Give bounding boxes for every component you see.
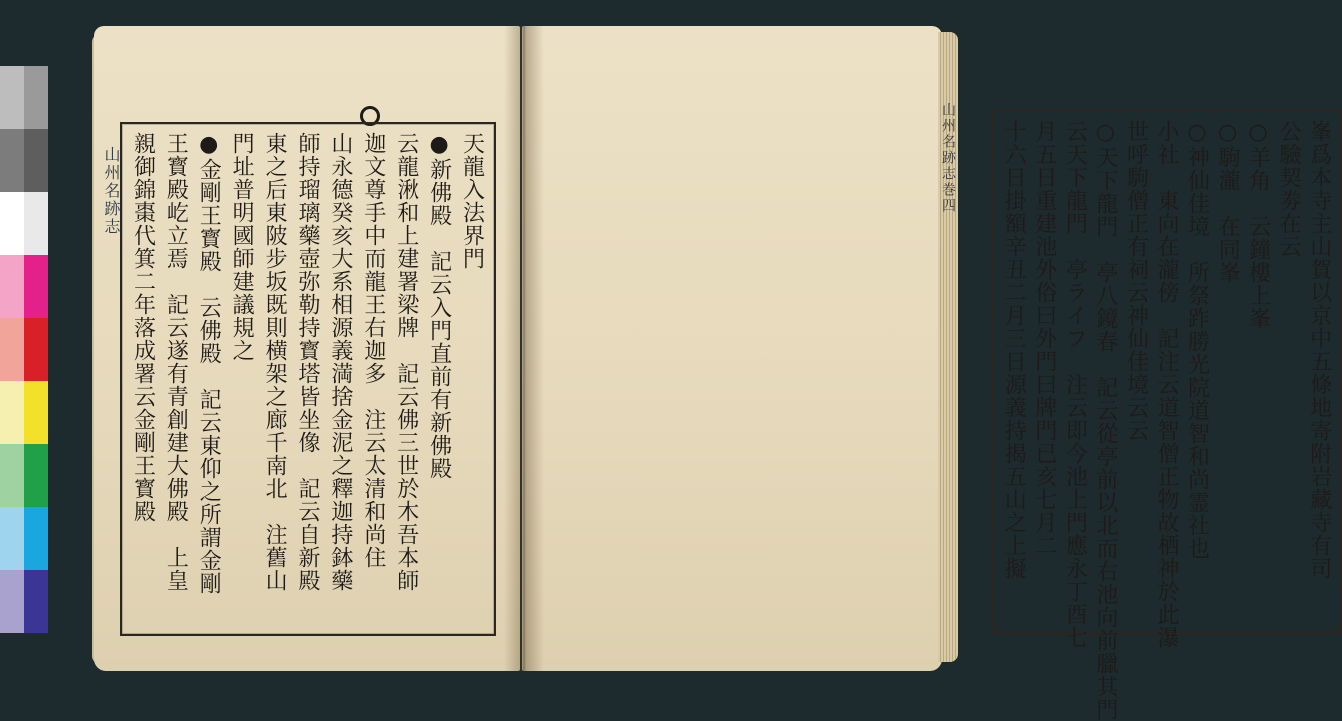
- text-column: 師持瑠璃藥壺弥勒持寳塔皆坐像 記云自新殿: [295, 132, 320, 592]
- text-column: 世呼駒僧正有祠云神仙佳境云云: [1123, 120, 1149, 442]
- calibration-patch: [24, 255, 48, 318]
- calibration-patch: [0, 129, 24, 192]
- book-gutter: [504, 26, 544, 671]
- calibration-patch: [24, 507, 48, 570]
- calibration-patch: [0, 570, 24, 633]
- text-column: 云龍湫和上建署梁牌 記云佛三世於木吾本師: [393, 132, 419, 592]
- left-page: [94, 26, 520, 671]
- text-column: ●新佛殿 記云入門直前有新佛殿: [426, 132, 452, 480]
- calibration-patch: [24, 444, 48, 507]
- color-calibration-strip: [0, 66, 48, 632]
- text-column: 云天下龍門 亭ライフ 注云即今池上門應永丁酉七: [1062, 120, 1088, 649]
- calibration-patch: [0, 381, 24, 444]
- text-column: 山永德癸亥大系相源義満捨金泥之釋迦持鉢藥: [327, 132, 353, 592]
- calibration-patch: [24, 570, 48, 633]
- calibration-patch: [24, 192, 48, 255]
- text-column: ●金剛王寳殿 云佛殿 記云東仰之所謂金剛: [196, 132, 222, 595]
- calibration-patch: [0, 192, 24, 255]
- calibration-patch: [24, 318, 48, 381]
- calibration-patch: [0, 255, 24, 318]
- text-column: ○神仙佳境 所祭䟭勝光院道智和尚霊社也: [1184, 120, 1210, 560]
- calibration-patch: [0, 507, 24, 570]
- calibration-patch: [0, 318, 24, 381]
- text-column: 東之后東陂步坂既則横架之廊千南北 注舊山: [262, 132, 288, 592]
- left-margin-label: 山州名跡志: [102, 146, 121, 236]
- page-edge-stack: [938, 32, 958, 662]
- text-column: 門址普明國師建議規之: [229, 132, 255, 362]
- text-column: 天龍入法界門: [459, 132, 485, 270]
- text-column: ○駒瀧 在同峯: [1215, 120, 1241, 284]
- text-column: 峯爲本寺主山賀以京中五條地寄附岩藏寺有司: [1306, 120, 1332, 580]
- calibration-patch: [24, 381, 48, 444]
- text-column: 十六日掛額辛丑二月三日源義持揭五山之上擬: [1001, 120, 1027, 580]
- text-column: 小社 東向在瀧傍 記注云道智僧正物故栖神於此瀑: [1154, 120, 1179, 649]
- text-column: 王寳殿屹立焉 記云遂有青創建大佛殿 上皇: [163, 132, 189, 592]
- left-text-frame: [120, 122, 496, 636]
- text-column: 公驗契劵在云: [1276, 120, 1302, 258]
- calibration-patch: [24, 66, 48, 129]
- text-column: ○天下龍門 亭八鏡春 記云從亭前以北而右池向前臘其門: [1092, 120, 1118, 721]
- calibration-patch: [0, 444, 24, 507]
- text-column: 親御錦棗代箕二年落成署云金剛王寳殿: [130, 132, 156, 523]
- open-book: [92, 26, 1332, 721]
- right-edge-label: 山州名跡志巻四: [940, 102, 956, 214]
- calibration-patch: [24, 129, 48, 192]
- text-column: ○羊角 云鐘樓上峯: [1245, 120, 1271, 330]
- text-column: 月五日重建池外俗曰外門曰牌門已亥七月二: [1031, 120, 1057, 557]
- text-column: 迦文尊手中而龍王右迦多 注云太清和尚住: [360, 132, 386, 569]
- right-text-frame: [992, 110, 1342, 721]
- calibration-patch: [0, 66, 24, 129]
